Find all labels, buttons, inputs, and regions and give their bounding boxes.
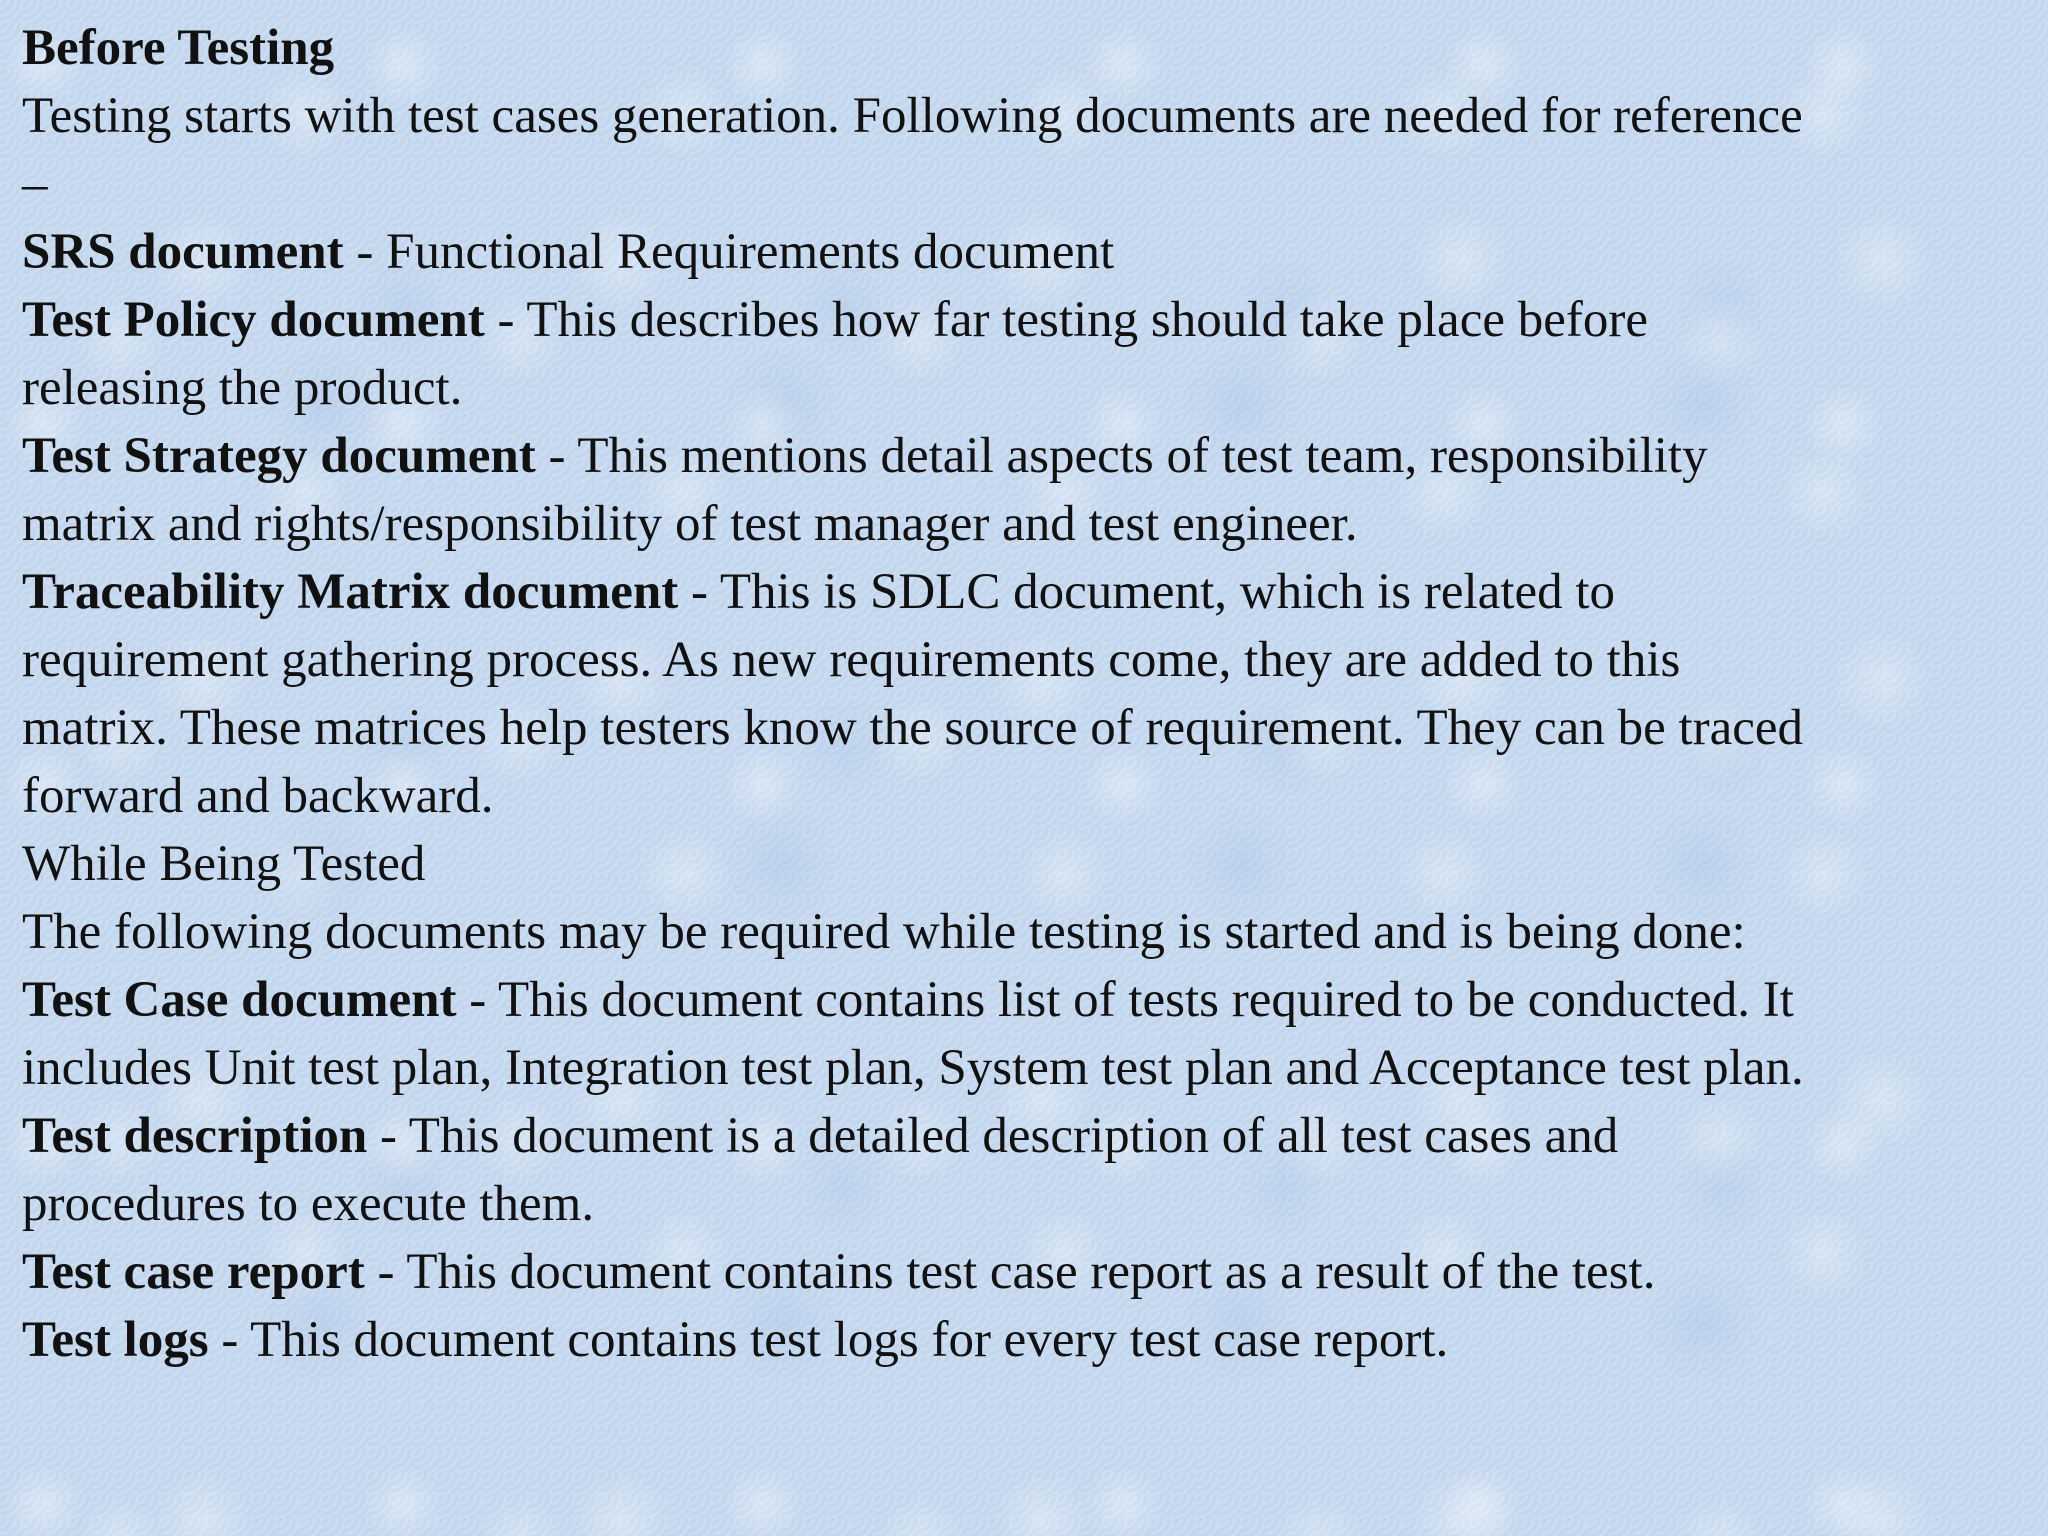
term-test-logs: Test logs [22, 1312, 209, 1368]
separator: - [343, 224, 387, 280]
separator: - [678, 564, 720, 620]
before-testing-heading: Before Testing [22, 20, 335, 76]
desc-test-logs: This document contains test logs for every test case report. [250, 1312, 1449, 1368]
intro-line: Testing starts with test cases generation. Following documents are needed for reference [22, 88, 1803, 144]
line-test-strategy [22, 422, 2032, 490]
desc-test-description: This document is a detailed description of all test cases and [408, 1108, 1619, 1164]
term-test-case-report: Test case report [22, 1244, 365, 1300]
separator: - [367, 1108, 409, 1164]
separator: - [364, 1244, 407, 1300]
desc-test-case-report: This document contains test case report as a result of the test. [406, 1244, 1656, 1300]
separator: - [456, 972, 499, 1028]
document-body [22, 14, 2032, 1374]
while-intro: The following documents may be required while testing is started and is being done: [22, 904, 1746, 960]
separator: - [208, 1312, 251, 1368]
separator: - [484, 292, 527, 348]
separator: - [535, 428, 578, 484]
line-traceability [22, 558, 2032, 626]
desc-test-case-document: This document contains list of tests required to be conducted. It [498, 972, 1794, 1028]
term-test-policy-document: Test Policy document [22, 292, 485, 348]
line-traceability-cont-1: requirement gathering process. As new requirements come, they are added to this [22, 632, 1681, 688]
while-being-tested-heading: While Being Tested [22, 836, 426, 892]
desc-traceability-matrix-document: This is SDLC document, which is related to [719, 564, 1616, 620]
line-test-case-document-cont: includes Unit test plan, Integration test plan, System test plan and Acceptance test plan. [22, 1040, 1804, 1096]
line-test-case-document [22, 966, 2032, 1034]
desc-test-policy-document: This describes how far testing should take place before [526, 292, 1648, 348]
term-test-description: Test description [22, 1108, 368, 1164]
desc-test-strategy-document: This mentions detail aspects of test team, responsibility [577, 428, 1708, 484]
line-test-description-cont: procedures to execute them. [22, 1176, 595, 1232]
term-traceability-matrix-document: Traceability Matrix document [22, 564, 679, 620]
line-traceability-cont-2: matrix. These matrices help testers know the source of requirement. They can be traced [22, 700, 1804, 756]
desc-srs-document: Functional Requirements document [386, 224, 1115, 280]
term-test-case-document: Test Case document [22, 972, 457, 1028]
line-test-description [22, 1102, 2032, 1170]
line-test-policy [22, 286, 2032, 354]
term-test-strategy-document: Test Strategy document [22, 428, 536, 484]
intro-dash: – [22, 156, 48, 212]
line-test-case-report [22, 1238, 2032, 1306]
line-test-logs [22, 1306, 2032, 1374]
term-srs-document: SRS document [22, 224, 344, 280]
line-test-strategy-cont: matrix and rights/responsibility of test manager and test engineer. [22, 496, 1358, 552]
line-srs [22, 218, 2032, 286]
line-traceability-cont-3: forward and backward. [22, 768, 494, 824]
line-test-policy-cont: releasing the product. [22, 360, 463, 416]
